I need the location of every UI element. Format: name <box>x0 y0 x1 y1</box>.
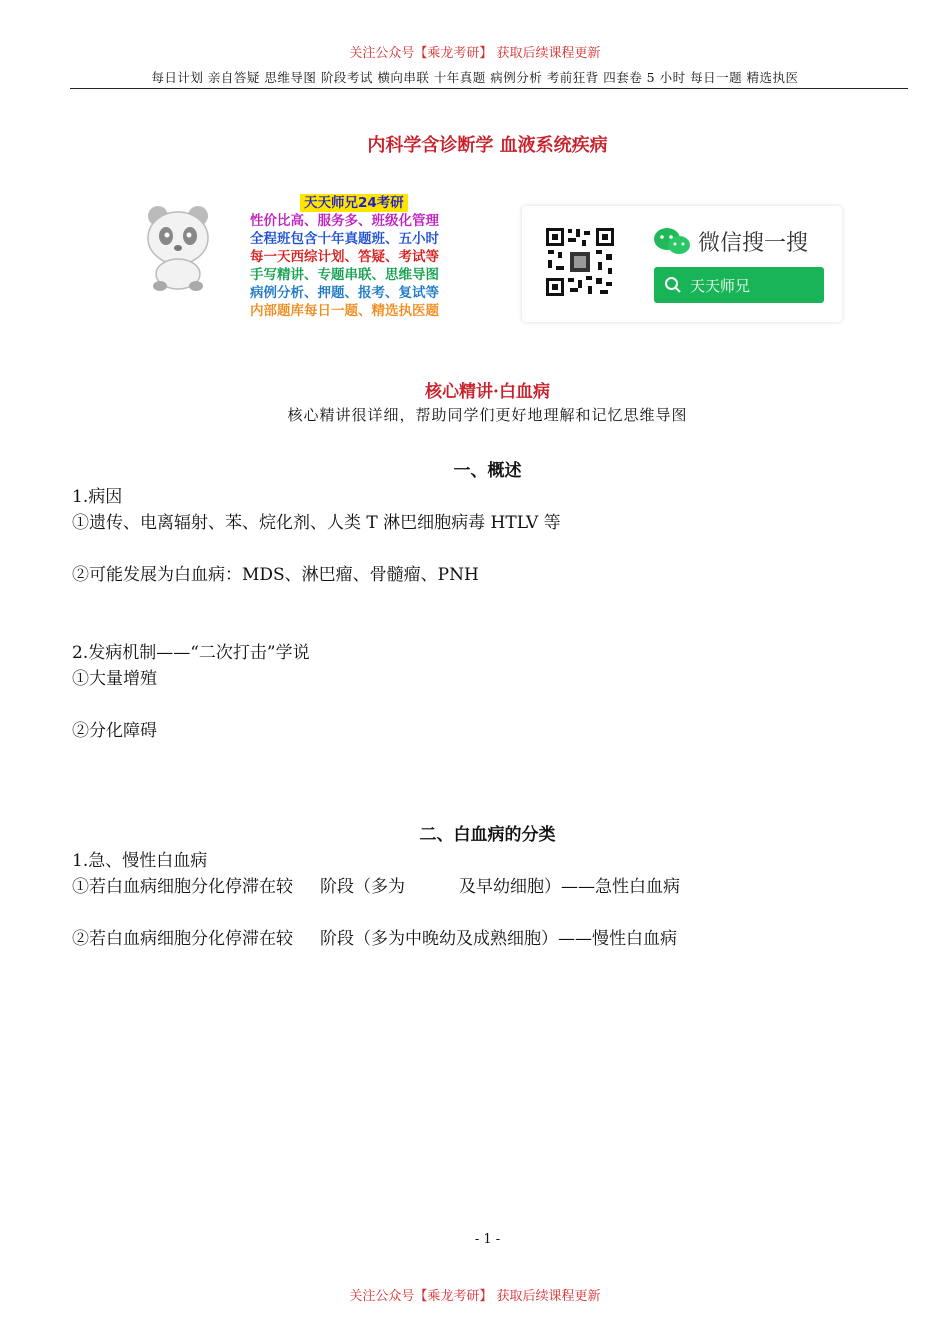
ad-banner <box>136 192 846 332</box>
body-line: ②分化障碍 <box>72 721 157 741</box>
footer-promo: 关注公众号【乘龙考研】 获取后续课程更新 <box>349 1289 601 1304</box>
ad-text-lines <box>250 194 439 320</box>
body-line: ①大量增殖 <box>72 669 157 689</box>
body-line: ①遗传、电离辐射、苯、烷化剂、人类 T 淋巴细胞病毒 HTLV 等 <box>72 513 561 533</box>
wechat-search-label: 微信搜一搜 <box>698 231 809 256</box>
wechat-search-card <box>522 206 842 322</box>
body-line: ②若白血病细胞分化停滞在较 阶段（多为中晚幼及成熟细胞）——慢性白血病 <box>72 929 678 949</box>
header-divider <box>70 88 908 89</box>
body-line: ②可能发展为白血病：MDS、淋巴瘤、骨髓瘤、PNH <box>72 565 479 585</box>
section-title: 二、白血病的分类 <box>419 825 556 845</box>
page-number: - 1 - <box>474 1232 501 1247</box>
header-promo: 关注公众号【乘龙考研】 获取后续课程更新 <box>349 46 601 61</box>
panda-icon <box>136 202 226 292</box>
body-line: 2.发病机制——“二次打击”学说 <box>72 643 310 663</box>
qr-code-icon <box>544 226 616 298</box>
body-line: ①若白血病细胞分化停滞在较 阶段（多为 及早幼细胞）——急性白血病 <box>72 877 681 897</box>
ad-line: 手写精讲、专题串联、思维导图 <box>250 267 439 283</box>
ad-line: 性价比高、服务多、班级化管理 <box>250 213 439 229</box>
core-subtitle: 核心精讲很详细，帮助同学们更好地理解和记忆思维导图 <box>287 406 688 424</box>
ad-line-title: 天天师兄24考研 <box>300 194 408 212</box>
wechat-search-text: 天天师兄 <box>690 277 751 295</box>
search-icon <box>664 276 682 294</box>
body-line: 1.病因 <box>72 487 123 507</box>
ad-line: 病例分析、押题、报考、复试等 <box>250 285 439 301</box>
wechat-search-box <box>654 267 824 303</box>
ad-line: 内部题库每日一题、精选执医题 <box>250 303 439 319</box>
wechat-logo-icon <box>652 226 692 258</box>
ad-line: 每一天西综计划、答疑、考试等 <box>250 249 439 265</box>
body-line: 1.急、慢性白血病 <box>72 851 208 871</box>
header-topics: 每日计划 亲自答疑 思维导图 阶段考试 横向串联 十年真题 病例分析 考前狂背 四套卷 5 小时 每日一题 精选执医 <box>151 70 799 85</box>
ad-line: 全程班包含十年真题班、五小时 <box>250 231 439 247</box>
document-title: 内科学含诊断学 血液系统疾病 <box>367 135 608 156</box>
section-title: 一、概述 <box>453 461 522 481</box>
core-title: 核心精讲·白血病 <box>425 382 550 402</box>
